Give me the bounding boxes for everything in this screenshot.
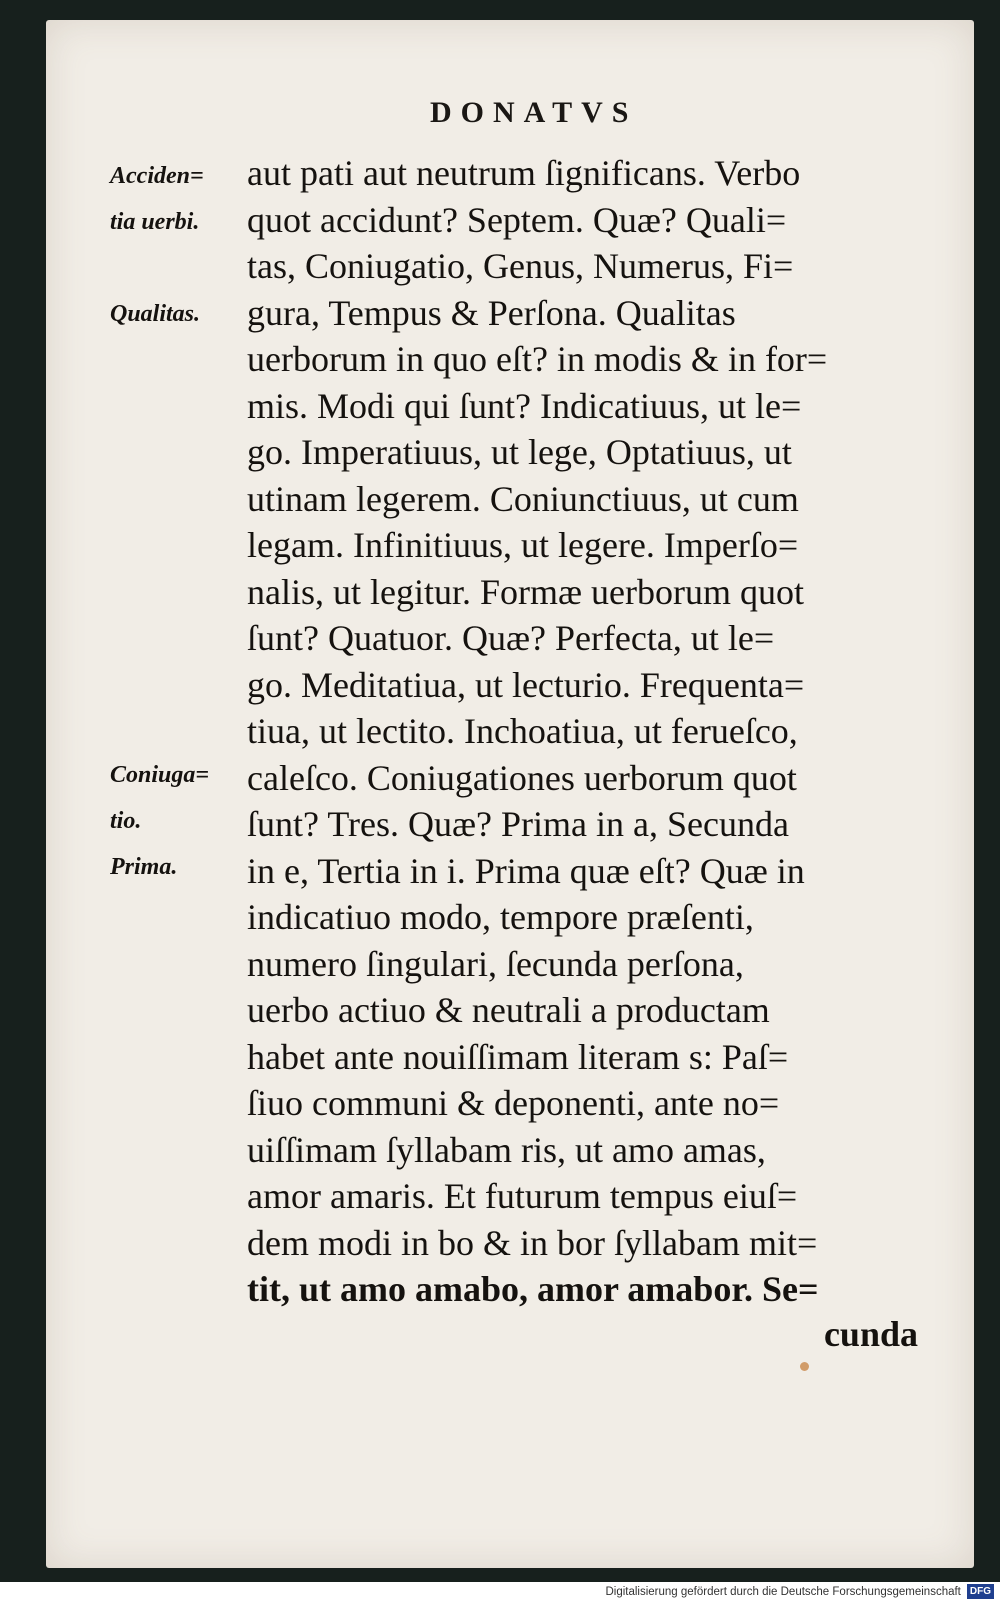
text-line: aut pati aut neutrum ſignificans. Verbo	[247, 153, 801, 193]
text-line: habet ante nouiſſimam literam s: Paſ=	[247, 1036, 789, 1077]
marginal-note: tia uerbi.	[110, 209, 200, 235]
marginal-note: Acciden=	[110, 163, 204, 189]
text-line: ſiuo communi & deponenti, ante no=	[247, 1083, 780, 1123]
text-line: tas, Coniugatio, Genus, Numerus, Fi=	[247, 246, 794, 286]
text-line: gura, Tempus & Perſona. Qualitas	[247, 292, 736, 333]
text-line: ſunt? Tres. Quæ? Prima in a, Secunda	[247, 804, 789, 844]
text-line: mis. Modi qui ſunt? Indicatiuus, ut le=	[247, 385, 802, 426]
marginal-note: tio.	[110, 808, 142, 834]
text-line: uiſſimam ſyllabam ris, ut amo amas,	[247, 1129, 766, 1170]
text-line: nalis, ut legitur. Formæ uerborum quot	[247, 571, 804, 612]
text-line: go. Meditatiua, ut lecturio. Frequenta=	[247, 664, 805, 705]
text-line: go. Imperatiuus, ut lege, Optatiuus, ut	[247, 432, 792, 472]
text-line: utinam legerem. Coniunctiuus, ut cum	[247, 478, 799, 519]
text-line: uerborum in quo eſt? in modis & in for=	[247, 339, 828, 379]
marginal-note: Prima.	[110, 854, 178, 880]
text-line: ſunt? Quatuor. Quæ? Perfecta, ut le=	[247, 618, 775, 658]
text-line: dem modi in bo & in bor ſyllabam mit=	[247, 1222, 818, 1263]
text-line: caleſco. Coniugationes uerborum quot	[247, 757, 797, 798]
main-text-block	[247, 150, 917, 1313]
text-line: legam. Infinitiuus, ut legere. Imperſo=	[247, 525, 799, 565]
dfg-logo-icon: DFG	[967, 1584, 994, 1599]
text-line: quot accidunt? Septem. Quæ? Quali=	[247, 199, 787, 240]
attribution-bar	[0, 1582, 1000, 1603]
text-line: uerbo actiuo & neutrali a productam	[247, 990, 770, 1030]
text-line: indicatiuo modo, tempore præſenti,	[247, 897, 754, 937]
running-head: DONATVS	[430, 96, 638, 129]
marginal-note: Coniuga=	[110, 762, 210, 788]
paper-stain	[800, 1362, 809, 1371]
marginal-note: Qualitas.	[110, 301, 201, 327]
text-line: amor amaris. Et futurum tempus eiuſ=	[247, 1176, 798, 1216]
text-line: numero ſingulari, ſecunda perſona,	[247, 943, 744, 984]
text-line: tiua, ut lectito. Inchoatiua, ut ferueſco,	[247, 711, 798, 751]
text-line: tit, ut amo amabo, amor amabor. Se=	[247, 1269, 819, 1309]
text-line: in e, Tertia in i. Prima quæ eſt? Quæ in	[247, 850, 805, 891]
catchword: cunda	[823, 1314, 918, 1354]
attribution-text: Digitalisierung gefördert durch die Deutsche Forschungsgemeinschaft	[605, 1586, 961, 1598]
